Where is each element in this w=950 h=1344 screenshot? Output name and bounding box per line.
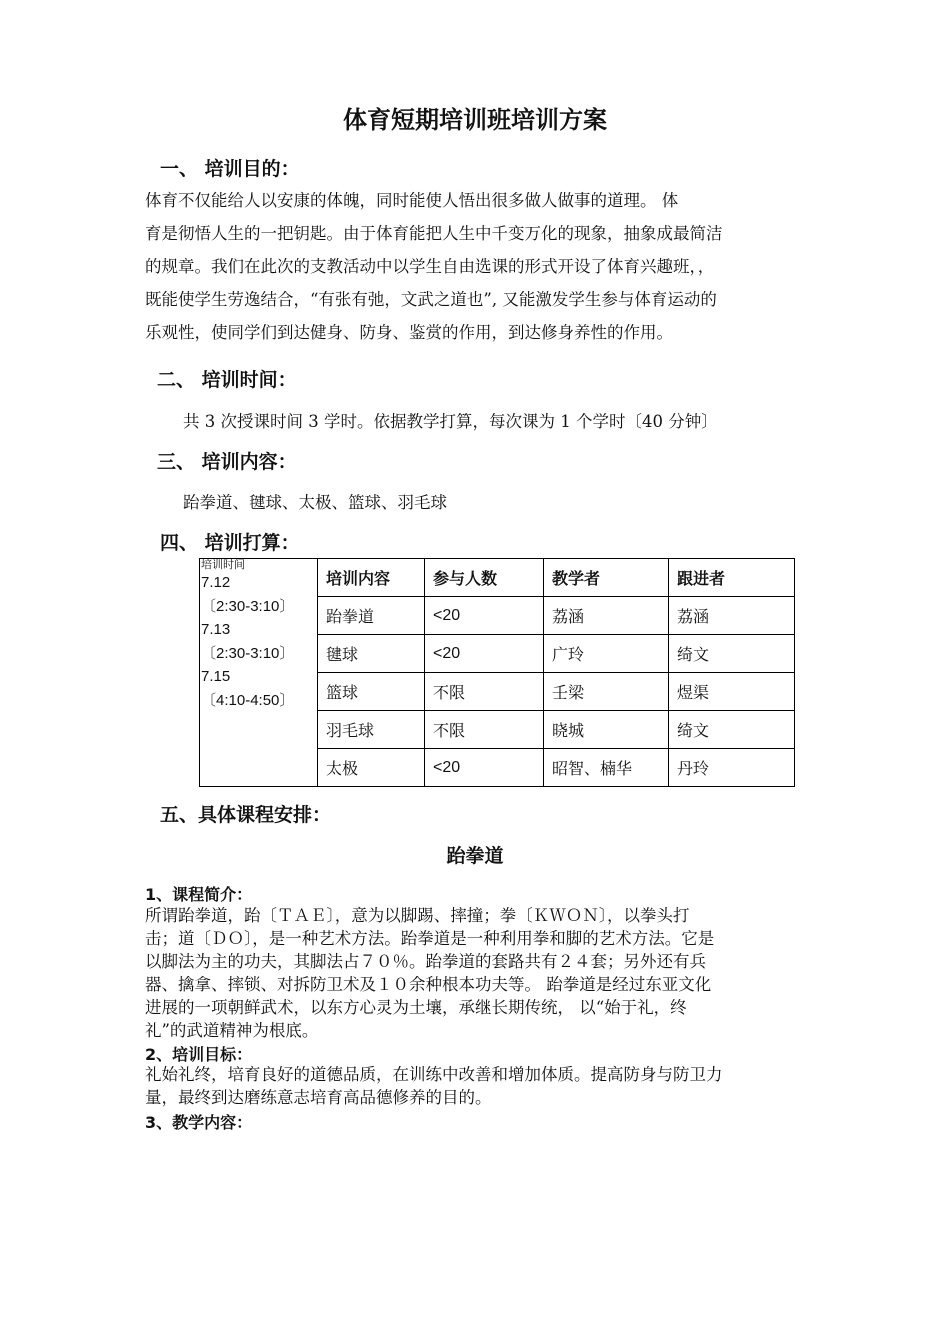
- purpose-line: 体育不仅能给人以安康的体魄，同时能使人悟出很多做人做事的道理。 体: [145, 191, 679, 210]
- column-header: 跟进者: [669, 559, 795, 597]
- intro-line: 所谓跆拳道，跆〔ＴＡＥ〕，意为以脚踢、摔撞；拳〔ＫＷＯＮ〕，以拳头打: [145, 906, 690, 925]
- purpose-line: 的规章。我们在此次的支教活动中以学生自由选课的形式开设了体育兴趣班，，: [145, 257, 715, 276]
- section-heading-schedule: 五、具体课程安排：: [160, 804, 332, 826]
- section-heading-content: 三、 培训内容：: [157, 451, 297, 473]
- column-header: 培训内容: [318, 559, 425, 597]
- table-cell: 绮文: [669, 711, 795, 749]
- goal-paragraph: [145, 1063, 825, 1109]
- purpose-line: 育是彻悟人生的一把钥匙。由于体育能把人生中千变万化的现象，抽象成最简洁: [145, 224, 723, 243]
- content-text: 跆拳道、毽球、太极、篮球、羽毛球: [183, 493, 447, 512]
- column-header: 教学者: [544, 559, 669, 597]
- time-line: 7.15: [201, 668, 231, 685]
- intro-line: 击；道〔ＤＯ〕，是一种艺术方法。跆拳道是一种利用拳和脚的艺术方法。它是: [145, 929, 715, 948]
- table-cell: 煜渠: [669, 673, 795, 711]
- purpose-line: 既能使学生劳逸结合，“有张有弛，文武之道也”, 又能激发学生参与体育运动的: [145, 290, 717, 309]
- table-cell: <20: [425, 749, 544, 787]
- section-heading-budget: 四、 培训打算：: [160, 532, 300, 554]
- training-time-cell: [200, 559, 318, 787]
- table-cell: 太极: [318, 749, 425, 787]
- table-cell: 绮文: [669, 635, 795, 673]
- time-line: 〔2:30-3:10〕: [201, 597, 295, 615]
- intro-paragraph: [145, 904, 825, 1042]
- table-cell: 壬梁: [544, 673, 669, 711]
- time-header: 培训时间: [201, 559, 245, 571]
- table-cell: 广玲: [544, 635, 669, 673]
- time-line: 7.13: [201, 621, 231, 638]
- intro-line: 以脚法为主的功夫，其脚法占７０％。跆拳道的套路共有２４套；另外还有兵: [145, 952, 706, 971]
- table-cell: <20: [425, 597, 544, 635]
- teaching-content-heading: 3、教学内容：: [145, 1113, 253, 1132]
- table-cell: 昭智、楠华: [544, 749, 669, 787]
- intro-line: 礼”的武道精神为根底。: [145, 1021, 319, 1040]
- table-cell: 羽毛球: [318, 711, 425, 749]
- table-cell: 毽球: [318, 635, 425, 673]
- table-cell: 荔涵: [544, 597, 669, 635]
- table-row: [200, 559, 795, 597]
- goal-heading: 2、培训目标：: [145, 1045, 253, 1064]
- table-cell: 篮球: [318, 673, 425, 711]
- time-line: 〔2:30-3:10〕: [201, 644, 295, 662]
- goal-line: 量，最终到达磨练意志培育高品德修养的目的。: [145, 1088, 492, 1107]
- time-text: 共 3 次授课时间 3 学时。依据教学打算，每次课为 1 个学时〔40 分钟〕: [183, 412, 718, 431]
- table-cell: 不限: [425, 673, 544, 711]
- intro-line: 进展的一项朝鲜武术，以东方心灵为土壤，承继长期传统， 以“始于礼，终: [145, 998, 687, 1017]
- table-cell: 不限: [425, 711, 544, 749]
- time-line: 〔4:10-4:50〕: [201, 691, 295, 709]
- budget-table: [199, 558, 795, 787]
- time-line: 7.12: [201, 574, 231, 591]
- goal-line: 礼始礼终，培育良好的道德品质，在训练中改善和增加体质。提高防身与防卫力: [145, 1065, 723, 1084]
- table-cell: 荔涵: [669, 597, 795, 635]
- purpose-paragraph: [145, 184, 815, 349]
- intro-heading: 1、课程简介：: [145, 885, 253, 904]
- document-title: 体育短期培训班培训方案: [343, 106, 607, 134]
- table-cell: 丹玲: [669, 749, 795, 787]
- table-cell: 跆拳道: [318, 597, 425, 635]
- section-heading-purpose: 一、 培训目的：: [160, 158, 300, 180]
- column-header: 参与人数: [425, 559, 544, 597]
- purpose-line: 乐观性，使同学们到达健身、防身、鉴赏的作用，到达修身养性的作用。: [145, 323, 673, 342]
- intro-line: 器、擒拿、摔锁、对拆防卫术及１０余种根本功夫等。 跆拳道是经过东亚文化: [145, 975, 712, 994]
- section-heading-time: 二、 培训时间：: [157, 369, 297, 391]
- table-cell: <20: [425, 635, 544, 673]
- course-title: 跆拳道: [446, 845, 504, 867]
- table-cell: 晓城: [544, 711, 669, 749]
